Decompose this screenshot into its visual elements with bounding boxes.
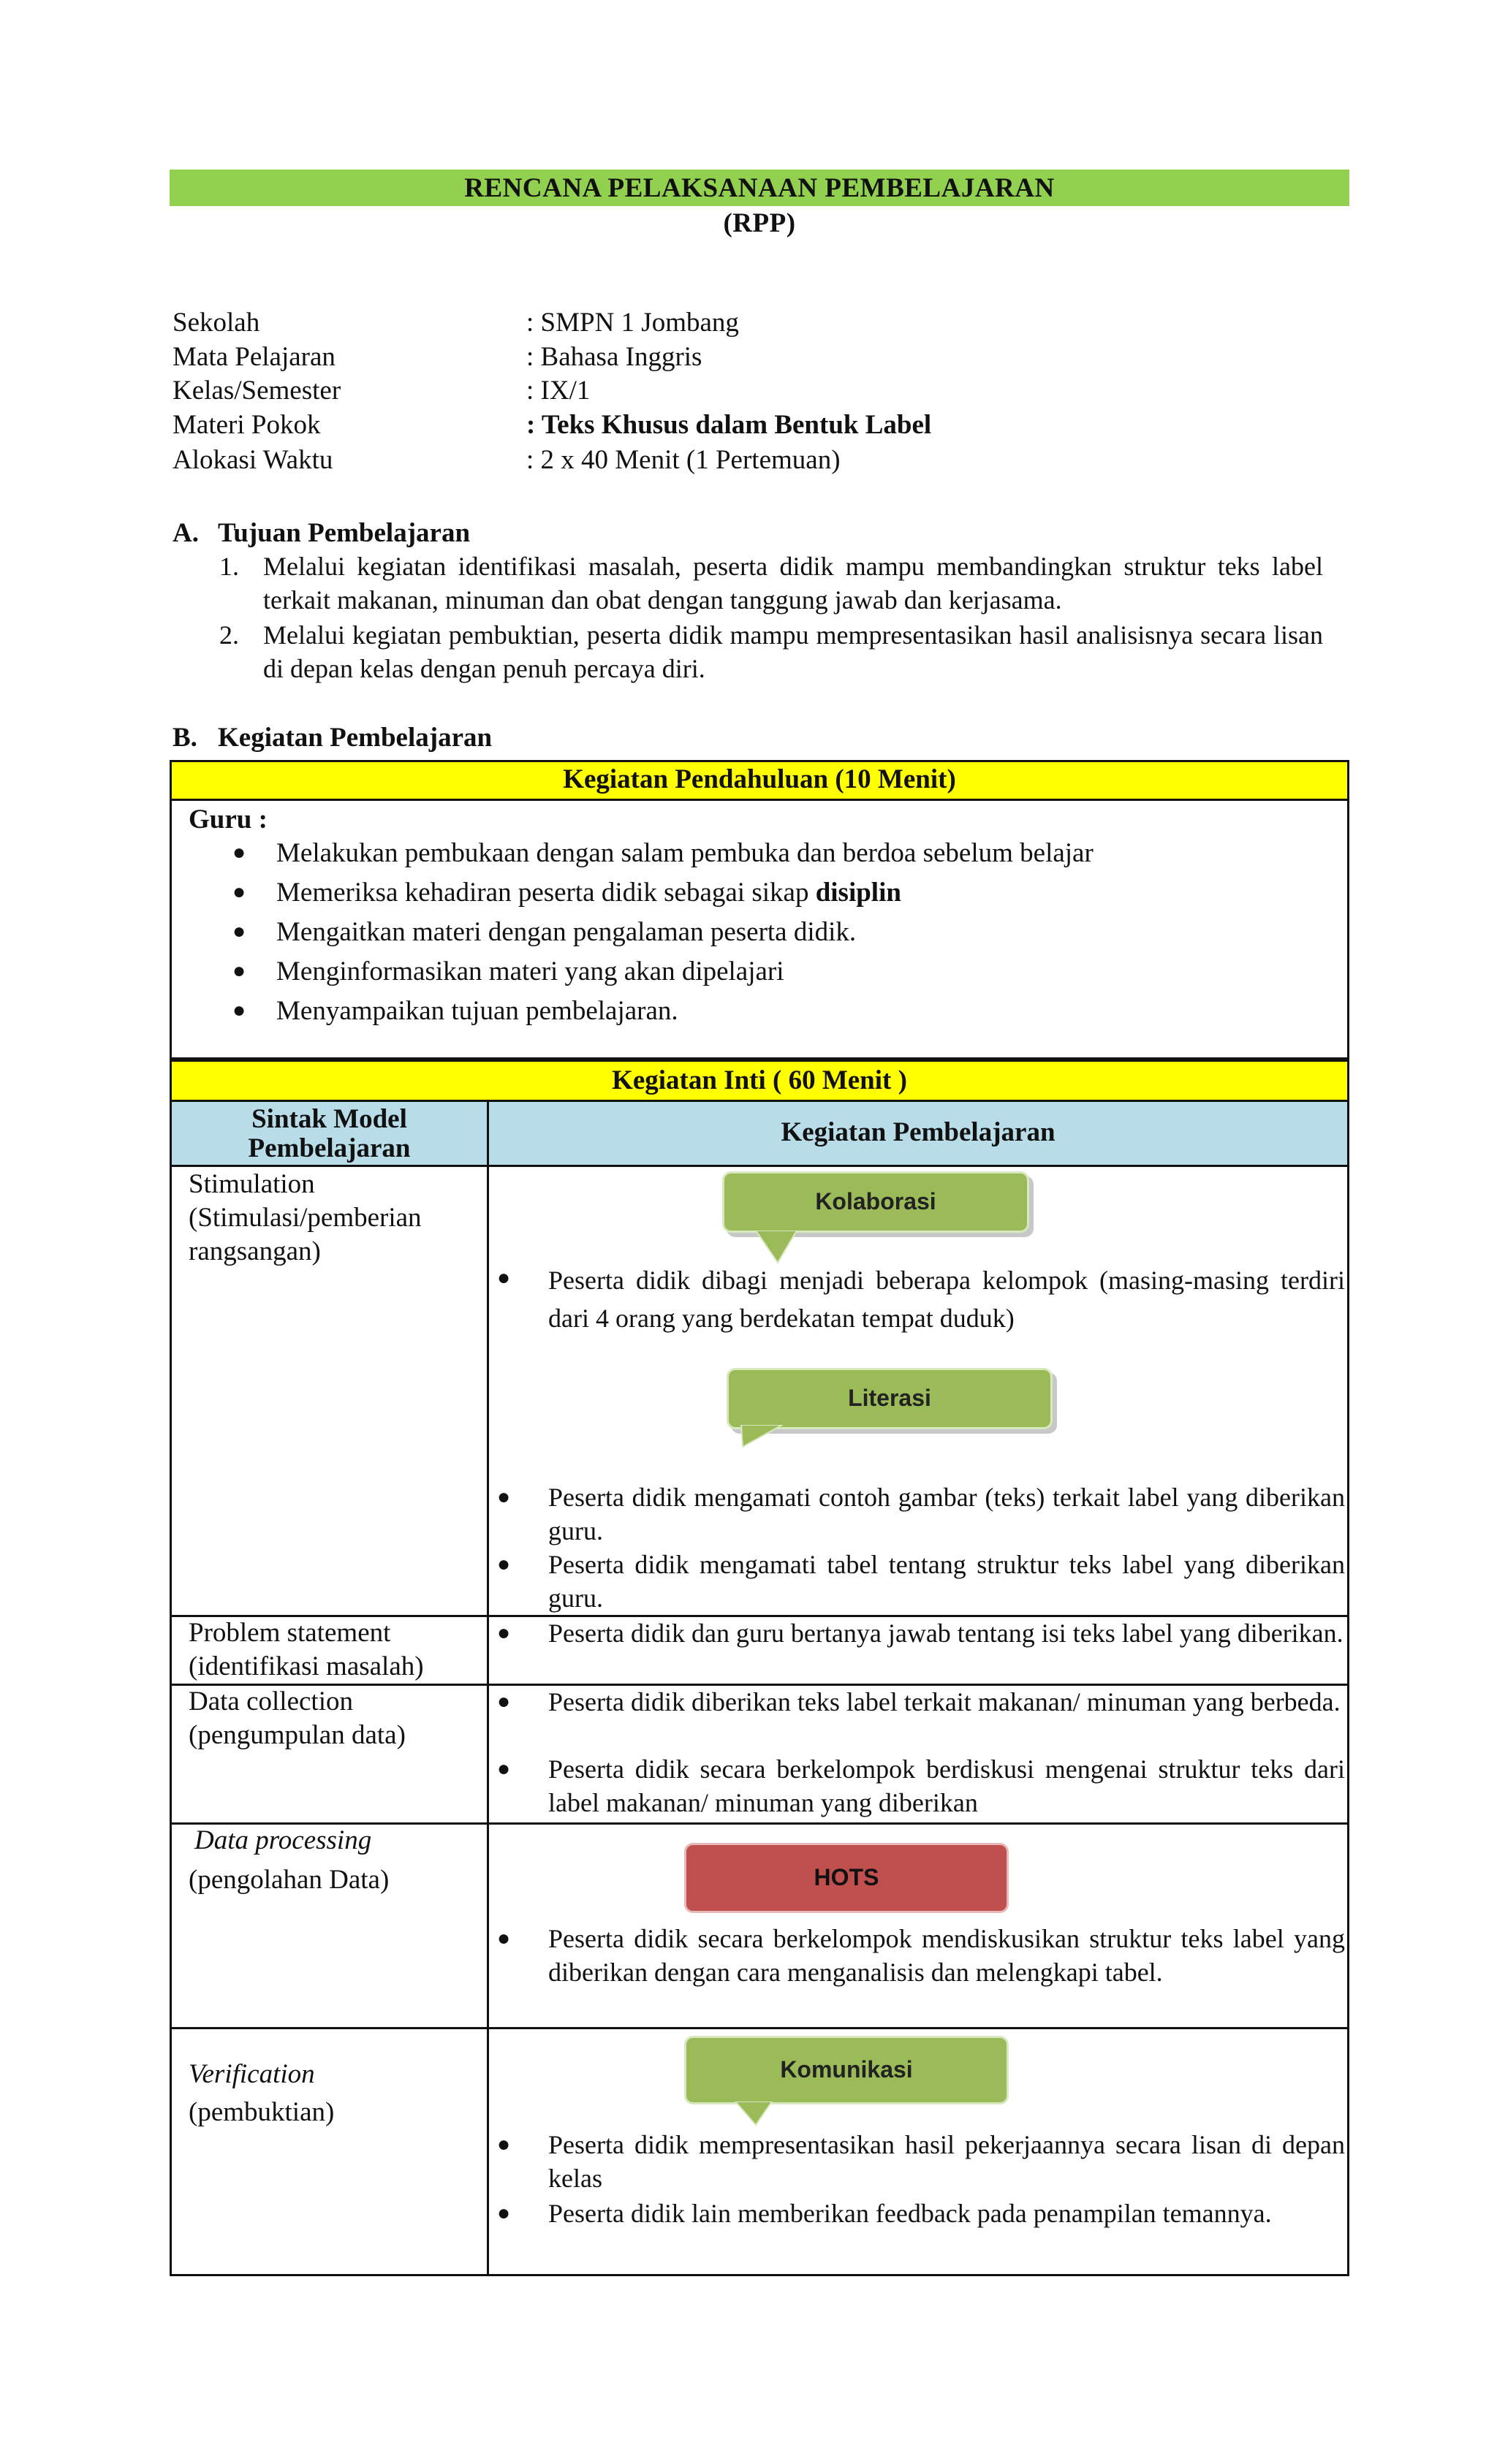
identity-value: : Teks Khusus dalam Bentuk Label xyxy=(526,410,932,440)
col-header-syntax: Sintak Model Pembelajaran xyxy=(170,1100,489,1167)
inti-header: Kegiatan Inti ( 60 Menit ) xyxy=(170,1060,1349,1102)
activity-item xyxy=(497,1616,1345,1650)
activity-text: Peserta didik mengamati tabel tentang struktur teks label yang diberikan guru. xyxy=(548,1550,1345,1613)
identity-label: Sekolah xyxy=(173,308,260,338)
activity-item xyxy=(497,1261,1345,1337)
syntax-description: (Stimulasi/pemberian rangsangan) xyxy=(189,1203,422,1266)
bullet-icon: ● xyxy=(497,1926,511,1950)
bullet-icon: ● xyxy=(497,1552,511,1576)
goal-item xyxy=(219,550,1323,617)
syntax-description: (pengumpulan data) xyxy=(189,1720,406,1750)
section-title: Tujuan Pembelajaran xyxy=(218,518,471,548)
goal-item xyxy=(219,618,1323,685)
row-divider xyxy=(170,2027,1349,2029)
syntax-problem-statement xyxy=(189,1616,481,1684)
pendahuluan-header: Kegiatan Pendahuluan (10 Menit) xyxy=(170,760,1349,801)
callout-literasi xyxy=(727,1368,1053,1429)
callout-label: Literasi xyxy=(848,1385,931,1411)
activity-item xyxy=(497,1752,1345,1820)
callout-hots xyxy=(684,1843,1009,1913)
guru-label: Guru : xyxy=(189,805,268,834)
activity-text: Peserta didik mengamati contoh gambar (teks) terkait label yang diberikan guru. xyxy=(548,1483,1345,1545)
section-a-heading xyxy=(173,517,470,549)
syntax-name: Verification xyxy=(189,2059,315,2089)
goal-number: 1. xyxy=(219,552,239,581)
syntax-verification xyxy=(189,2058,481,2129)
activity-item xyxy=(497,1685,1345,1719)
bullet-icon: ● xyxy=(497,2201,511,2225)
goal-text: Melalui kegiatan pembuktian, peserta didik mampu mempresentasikan hasil analisisnya secara lisan di depan kelas dengan penuh percaya diri. xyxy=(263,620,1323,683)
page-title: RENCANA PELAKSANAAN PEMBELAJARAN xyxy=(464,173,1055,203)
bullet-icon: ● xyxy=(232,880,246,904)
list-item-text: Melakukan pembukaan dengan salam pembuka dan berdoa sebelum belajar xyxy=(276,838,1094,868)
syntax-name: Stimulation xyxy=(189,1169,315,1199)
syntax-name: Data processing xyxy=(194,1825,372,1855)
bullet-icon: ● xyxy=(497,2132,511,2156)
bullet-icon: ● xyxy=(232,840,246,864)
syntax-stimulation xyxy=(189,1168,481,1269)
activity-item xyxy=(497,1548,1345,1615)
identity-label: Materi Pokok xyxy=(173,410,321,440)
syntax-name: Data collection xyxy=(189,1687,353,1716)
list-item-text: Menyampaikan tujuan pembelajaran. xyxy=(276,996,678,1026)
callout-tail-icon xyxy=(734,2102,778,2128)
activity-text: Peserta didik lain memberikan feedback pada penampilan temannya. xyxy=(548,2199,1272,2228)
identity-value: : 2 x 40 Menit (1 Pertemuan) xyxy=(526,445,841,475)
list-item-text-regular: Memeriksa kehadiran peserta didik sebagai sikap xyxy=(276,878,816,908)
identity-value: : IX/1 xyxy=(526,376,591,406)
bullet-icon: ● xyxy=(497,1621,511,1645)
activity-item xyxy=(497,1922,1345,1989)
callout-tail-icon xyxy=(738,1425,789,1450)
syntax-data-processing xyxy=(189,1824,481,1897)
col-header-activity: Kegiatan Pembelajaran xyxy=(487,1100,1349,1167)
identity-value: : SMPN 1 Jombang xyxy=(526,308,739,338)
activity-text: Peserta didik secara berkelompok berdiskusi mengenai struktur teks dari label makanan/ minuman yang diberikan xyxy=(548,1754,1345,1817)
activity-item xyxy=(497,2197,1345,2230)
identity-label: Alokasi Waktu xyxy=(173,445,333,475)
activity-item xyxy=(497,2128,1345,2195)
syntax-description: (identifikasi masalah) xyxy=(189,1651,424,1681)
goal-text: Melalui kegiatan identifikasi masalah, peserta didik mampu membandingkan struktur teks label terkait makanan, minuman dan obat dengan tanggung jawab dan kerjasama. xyxy=(263,552,1323,615)
callout-komunikasi xyxy=(684,2036,1009,2104)
callout-tail-icon xyxy=(756,1231,800,1264)
activity-item xyxy=(497,1480,1345,1548)
identity-label: Kelas/Semester xyxy=(173,376,341,406)
list-item-text-bold: disiplin xyxy=(815,878,901,908)
section-letter: A. xyxy=(173,518,199,548)
bullet-icon: ● xyxy=(232,919,246,943)
goal-number: 2. xyxy=(219,620,239,650)
bullet-icon: ● xyxy=(497,1266,511,1290)
callout-kolaborasi xyxy=(722,1171,1029,1233)
list-item-text xyxy=(276,877,901,908)
section-b-heading xyxy=(173,722,492,753)
bullet-icon: ● xyxy=(232,959,246,983)
identity-value: : Bahasa Inggris xyxy=(526,342,702,372)
list-item-text: Menginformasikan materi yang akan dipelajari xyxy=(276,957,784,986)
list-item-text: Mengaitkan materi dengan pengalaman peserta didik. xyxy=(276,917,857,947)
activity-text: Peserta didik secara berkelompok mendiskusikan struktur teks label yang diberikan dengan cara menganalisis dan melengkapi tabel. xyxy=(548,1924,1345,1987)
page-subtitle: (RPP) xyxy=(723,208,796,238)
syntax-data-collection xyxy=(189,1685,481,1752)
syntax-description: (pengolahan Data) xyxy=(189,1865,390,1895)
column-divider xyxy=(487,1167,489,2276)
identity-label: Mata Pelajaran xyxy=(173,342,336,372)
callout-label: Komunikasi xyxy=(780,2056,913,2083)
syntax-description: (pembuktian) xyxy=(189,2097,335,2127)
syntax-name: Problem statement xyxy=(189,1618,391,1648)
bullet-icon: ● xyxy=(497,1757,511,1781)
section-title: Kegiatan Pembelajaran xyxy=(218,723,493,753)
activity-text: Peserta didik mempresentasikan hasil pekerjaannya secara lisan di depan kelas xyxy=(548,2130,1345,2193)
activity-text: Peserta didik diberikan teks label terkait makanan/ minuman yang berbeda. xyxy=(548,1687,1341,1716)
bullet-icon: ● xyxy=(497,1689,511,1714)
callout-label: HOTS xyxy=(814,1864,879,1890)
activity-text: Peserta didik dan guru bertanya jawab tentang isi teks label yang diberikan. xyxy=(548,1619,1343,1648)
section-letter: B. xyxy=(173,723,197,753)
bullet-icon: ● xyxy=(497,1485,511,1509)
activity-text: Peserta didik dibagi menjadi beberapa kelompok (masing-masing terdiri dari 4 orang yang berdekatan tempat duduk) xyxy=(548,1266,1345,1333)
callout-label: Kolaborasi xyxy=(815,1188,936,1214)
bullet-icon: ● xyxy=(232,998,246,1022)
